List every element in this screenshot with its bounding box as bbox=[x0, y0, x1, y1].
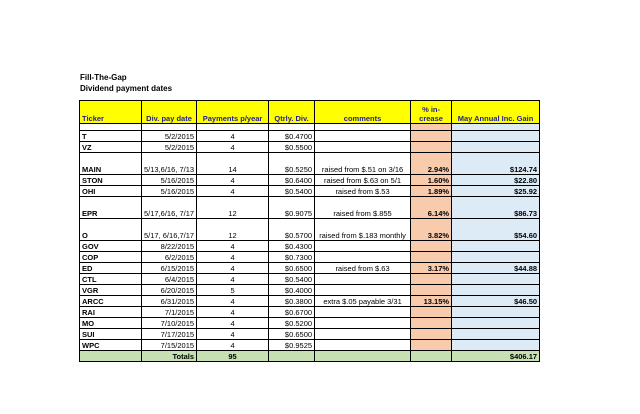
annual-gain-cell[interactable] bbox=[452, 285, 540, 296]
table-row bbox=[80, 153, 540, 175]
qtrly-div-cell[interactable]: $0.9525 bbox=[269, 340, 315, 351]
qtrly-div-cell[interactable]: $0.5700 bbox=[269, 219, 315, 241]
table-row bbox=[80, 329, 540, 340]
qtrly-div-cell[interactable]: $0.4700 bbox=[269, 131, 315, 142]
totals-gain[interactable]: $406.17 bbox=[452, 351, 540, 362]
pct-increase-cell[interactable] bbox=[411, 241, 452, 252]
qtrly-div-cell[interactable]: $0.4300 bbox=[269, 241, 315, 252]
comment-cell[interactable]: raised from $.51 on 3/16 bbox=[315, 153, 411, 175]
cell[interactable] bbox=[269, 124, 315, 131]
comment-cell[interactable] bbox=[315, 252, 411, 263]
comment-cell[interactable] bbox=[315, 131, 411, 142]
comment-cell[interactable] bbox=[315, 285, 411, 296]
totals-label[interactable]: Totals bbox=[142, 351, 197, 362]
pay-date-cell[interactable]: 5/16/2015 bbox=[142, 186, 197, 197]
qtrly-div-cell[interactable]: $0.4000 bbox=[269, 285, 315, 296]
comment-cell[interactable] bbox=[315, 274, 411, 285]
table-row bbox=[80, 241, 540, 252]
pay-date-cell[interactable]: 5/2/2015 bbox=[142, 131, 197, 142]
annual-gain-cell[interactable] bbox=[452, 274, 540, 285]
pay-date-cell[interactable]: 6/15/2015 bbox=[142, 263, 197, 274]
cell[interactable] bbox=[142, 124, 197, 131]
comment-cell[interactable] bbox=[315, 241, 411, 252]
pct-increase-cell[interactable] bbox=[411, 131, 452, 142]
comment-cell[interactable]: raised from $.63 on 5/1 bbox=[315, 175, 411, 186]
table-row bbox=[80, 252, 540, 263]
table-row bbox=[80, 307, 540, 318]
ticker-cell[interactable]: MO bbox=[80, 318, 142, 329]
pct-increase-cell[interactable]: 1.89% bbox=[411, 186, 452, 197]
cell[interactable] bbox=[411, 124, 452, 131]
table-row bbox=[80, 186, 540, 197]
title-block bbox=[80, 72, 172, 94]
header-div-pay-date[interactable]: Div. pay date bbox=[142, 101, 197, 124]
ticker-cell[interactable]: WPC bbox=[80, 340, 142, 351]
pay-date-cell[interactable]: 5/2/2015 bbox=[142, 142, 197, 153]
annual-gain-cell[interactable] bbox=[452, 131, 540, 142]
pct-increase-cell[interactable] bbox=[411, 252, 452, 263]
qtrly-div-cell[interactable]: $0.3800 bbox=[269, 296, 315, 307]
annual-gain-cell[interactable] bbox=[452, 142, 540, 153]
qtrly-div-cell[interactable]: $0.6500 bbox=[269, 329, 315, 340]
qtrly-div-cell[interactable]: $0.5500 bbox=[269, 142, 315, 153]
comment-cell[interactable] bbox=[315, 307, 411, 318]
cell[interactable] bbox=[411, 351, 452, 362]
pct-increase-cell[interactable] bbox=[411, 307, 452, 318]
pay-date-cell[interactable]: 6/2/2015 bbox=[142, 252, 197, 263]
comment-cell[interactable]: extra $.05 payable 3/31 bbox=[315, 296, 411, 307]
pay-date-cell[interactable]: 7/15/2015 bbox=[142, 340, 197, 351]
pct-increase-cell[interactable]: 3.82% bbox=[411, 219, 452, 241]
annual-gain-cell[interactable]: $44.88 bbox=[452, 263, 540, 274]
pct-increase-cell[interactable] bbox=[411, 340, 452, 351]
cell[interactable] bbox=[452, 124, 540, 131]
annual-gain-cell[interactable]: $54.60 bbox=[452, 219, 540, 241]
cell[interactable] bbox=[80, 351, 142, 362]
annual-gain-cell[interactable] bbox=[452, 252, 540, 263]
header-comments[interactable]: comments bbox=[315, 101, 411, 124]
annual-gain-cell[interactable] bbox=[452, 340, 540, 351]
annual-gain-cell[interactable]: $86.73 bbox=[452, 197, 540, 219]
header-ticker[interactable]: Ticker bbox=[80, 101, 142, 124]
pay-date-cell[interactable]: 6/20/2015 bbox=[142, 285, 197, 296]
ticker-cell[interactable]: VGR bbox=[80, 285, 142, 296]
pct-increase-cell[interactable] bbox=[411, 285, 452, 296]
qtrly-div-cell[interactable]: $0.5200 bbox=[269, 318, 315, 329]
annual-gain-cell[interactable] bbox=[452, 318, 540, 329]
qtrly-div-cell[interactable]: $0.5400 bbox=[269, 186, 315, 197]
annual-gain-cell[interactable] bbox=[452, 241, 540, 252]
payments-cell[interactable]: 12 bbox=[197, 219, 269, 241]
payments-cell[interactable]: 5 bbox=[197, 285, 269, 296]
header-annual-gain[interactable]: May Annual Inc. Gain bbox=[452, 101, 540, 124]
pct-increase-cell[interactable]: 2.94% bbox=[411, 153, 452, 175]
pay-date-cell[interactable]: 6/31/2015 bbox=[142, 296, 197, 307]
cell[interactable] bbox=[315, 351, 411, 362]
table-row bbox=[80, 296, 540, 307]
table-row bbox=[80, 285, 540, 296]
ticker-cell[interactable]: OHI bbox=[80, 186, 142, 197]
payments-cell[interactable]: 4 bbox=[197, 186, 269, 197]
ticker-cell[interactable]: STON bbox=[80, 175, 142, 186]
comment-cell[interactable]: raised from $.855 bbox=[315, 197, 411, 219]
comment-cell[interactable] bbox=[315, 318, 411, 329]
totals-row bbox=[80, 351, 540, 362]
pay-date-cell[interactable]: 7/17/2015 bbox=[142, 329, 197, 340]
payments-cell[interactable]: 4 bbox=[197, 131, 269, 142]
comment-cell[interactable] bbox=[315, 142, 411, 153]
payments-cell[interactable]: 4 bbox=[197, 142, 269, 153]
qtrly-div-cell[interactable]: $0.6500 bbox=[269, 263, 315, 274]
header-payments[interactable]: Payments p/year bbox=[197, 101, 269, 124]
cell[interactable] bbox=[80, 124, 142, 131]
ticker-cell[interactable]: ED bbox=[80, 263, 142, 274]
annual-gain-cell[interactable] bbox=[452, 307, 540, 318]
table-row bbox=[80, 175, 540, 186]
pct-increase-cell[interactable]: 3.17% bbox=[411, 263, 452, 274]
pct-increase-cell[interactable]: 1.60% bbox=[411, 175, 452, 186]
ticker-cell[interactable]: RAI bbox=[80, 307, 142, 318]
comment-cell[interactable]: raised from $.53 bbox=[315, 186, 411, 197]
sheet-title: Fill-The-Gap bbox=[80, 73, 127, 82]
ticker-cell[interactable]: VZ bbox=[80, 142, 142, 153]
table-row bbox=[80, 318, 540, 329]
ticker-cell[interactable]: ARCC bbox=[80, 296, 142, 307]
totals-payments[interactable]: 95 bbox=[197, 351, 269, 362]
qtrly-div-cell[interactable]: $0.9075 bbox=[269, 197, 315, 219]
ticker-cell[interactable]: CTL bbox=[80, 274, 142, 285]
pay-date-cell[interactable]: 5/13,6/16, 7/13 bbox=[142, 153, 197, 175]
pct-increase-cell[interactable]: 13.15% bbox=[411, 296, 452, 307]
payments-cell[interactable]: 12 bbox=[197, 197, 269, 219]
payments-cell[interactable]: 4 bbox=[197, 340, 269, 351]
pay-date-cell[interactable]: 7/10/2015 bbox=[142, 318, 197, 329]
annual-gain-cell[interactable]: $25.92 bbox=[452, 186, 540, 197]
dividend-table bbox=[79, 100, 540, 362]
payments-cell[interactable]: 4 bbox=[197, 263, 269, 274]
pay-date-cell[interactable]: 5/17,6/16, 7/17 bbox=[142, 197, 197, 219]
payments-cell[interactable]: 4 bbox=[197, 329, 269, 340]
payments-cell[interactable]: 4 bbox=[197, 296, 269, 307]
table-row bbox=[80, 131, 540, 142]
payments-cell[interactable]: 4 bbox=[197, 252, 269, 263]
sheet-subtitle: Dividend payment dates bbox=[80, 84, 173, 93]
comment-cell[interactable]: raised from $.63 bbox=[315, 263, 411, 274]
payments-cell[interactable]: 4 bbox=[197, 274, 269, 285]
payments-cell[interactable]: 4 bbox=[197, 175, 269, 186]
table-row bbox=[80, 219, 540, 241]
pay-date-cell[interactable]: 5/16/2015 bbox=[142, 175, 197, 186]
payments-cell[interactable]: 4 bbox=[197, 307, 269, 318]
annual-gain-cell[interactable] bbox=[452, 329, 540, 340]
table-row bbox=[80, 197, 540, 219]
pct-increase-cell[interactable] bbox=[411, 142, 452, 153]
ticker-cell[interactable]: SUI bbox=[80, 329, 142, 340]
table-row bbox=[80, 142, 540, 153]
pay-date-cell[interactable]: 7/1/2015 bbox=[142, 307, 197, 318]
ticker-cell[interactable]: MAIN bbox=[80, 153, 142, 175]
pct-increase-cell[interactable]: 6.14% bbox=[411, 197, 452, 219]
ticker-cell[interactable]: COP bbox=[80, 252, 142, 263]
header-qtrly-div[interactable]: Qtrly. Div. bbox=[269, 101, 315, 124]
comment-cell[interactable] bbox=[315, 340, 411, 351]
table-row bbox=[80, 340, 540, 351]
qtrly-div-cell[interactable]: $0.6700 bbox=[269, 307, 315, 318]
qtrly-div-cell[interactable]: $0.5400 bbox=[269, 274, 315, 285]
payments-cell[interactable]: 4 bbox=[197, 241, 269, 252]
comment-cell[interactable] bbox=[315, 329, 411, 340]
ticker-cell[interactable]: GOV bbox=[80, 241, 142, 252]
qtrly-div-cell[interactable]: $0.7300 bbox=[269, 252, 315, 263]
comment-cell[interactable]: raised from $.183 monthly bbox=[315, 219, 411, 241]
qtrly-div-cell[interactable]: $0.6400 bbox=[269, 175, 315, 186]
annual-gain-cell[interactable]: $46.50 bbox=[452, 296, 540, 307]
payments-cell[interactable]: 14 bbox=[197, 153, 269, 175]
annual-gain-cell[interactable]: $22.80 bbox=[452, 175, 540, 186]
pay-date-cell[interactable]: 6/4/2015 bbox=[142, 274, 197, 285]
ticker-cell[interactable]: T bbox=[80, 131, 142, 142]
pct-increase-cell[interactable] bbox=[411, 274, 452, 285]
spacer-row bbox=[80, 124, 540, 131]
ticker-cell[interactable]: EPR bbox=[80, 197, 142, 219]
cell[interactable] bbox=[315, 124, 411, 131]
pay-date-cell[interactable]: 5/17, 6/16,7/17 bbox=[142, 219, 197, 241]
cell[interactable] bbox=[269, 351, 315, 362]
annual-gain-cell[interactable]: $124.74 bbox=[452, 153, 540, 175]
table-row bbox=[80, 274, 540, 285]
cell[interactable] bbox=[197, 124, 269, 131]
pct-increase-cell[interactable] bbox=[411, 318, 452, 329]
ticker-cell[interactable]: O bbox=[80, 219, 142, 241]
qtrly-div-cell[interactable]: $0.5250 bbox=[269, 153, 315, 175]
header-pct-increase[interactable]: % in-crease bbox=[411, 101, 452, 124]
payments-cell[interactable]: 4 bbox=[197, 318, 269, 329]
pay-date-cell[interactable]: 8/22/2015 bbox=[142, 241, 197, 252]
table-row bbox=[80, 263, 540, 274]
header-row bbox=[80, 101, 540, 124]
pct-increase-cell[interactable] bbox=[411, 329, 452, 340]
